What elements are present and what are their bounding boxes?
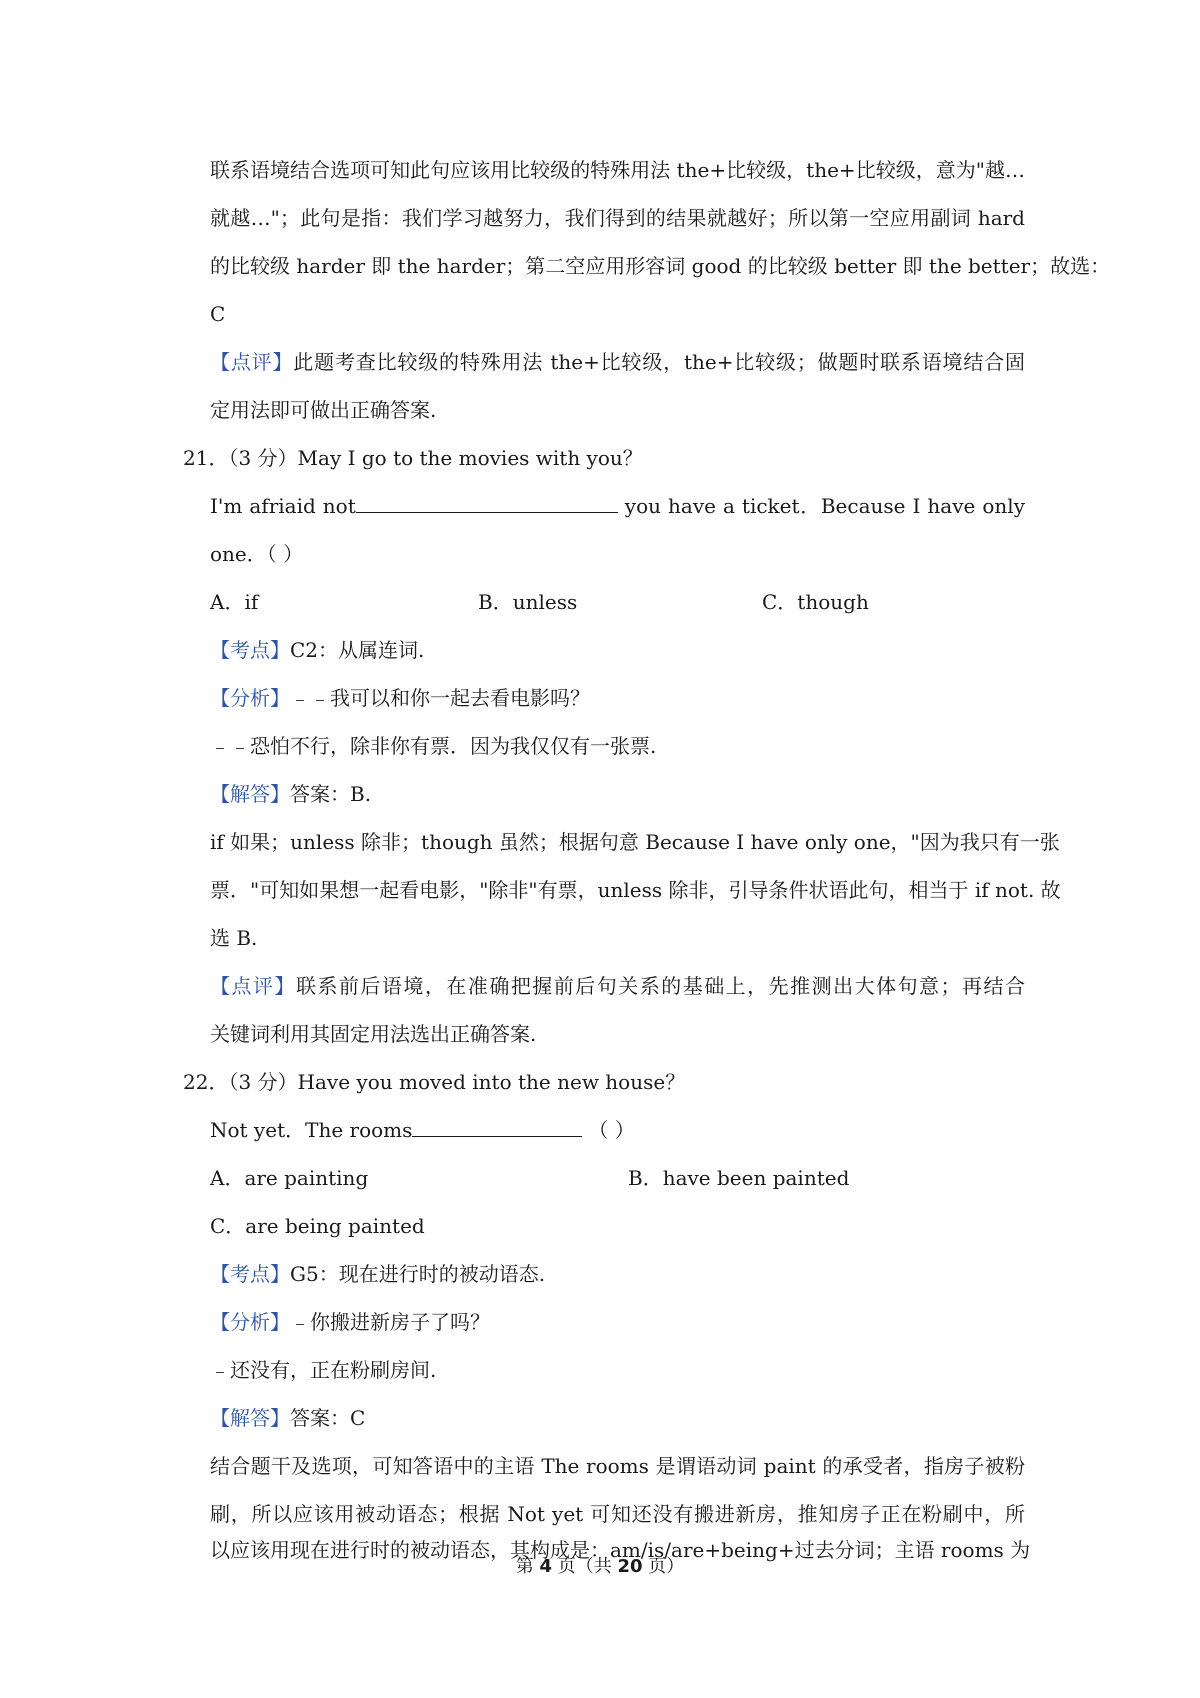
- fenxi-line-2: ﹣﹣恐怕不行，除非你有票．因为我仅仅有一张票.: [210, 734, 657, 758]
- jieda-tag: 【解答】: [210, 782, 290, 806]
- fenxi-line: [210, 683, 1025, 713]
- comment-line: [210, 347, 1025, 377]
- question-text: May I go to the movies with you？: [297, 446, 643, 470]
- question-text: Have you moved into the new house？: [297, 1070, 686, 1094]
- question-number: 21．: [183, 446, 229, 470]
- dianping-tag: 【点评】: [210, 974, 296, 998]
- kaodian-tag: 【考点】: [210, 1262, 290, 1286]
- question-score: （3 分）: [228, 1070, 298, 1094]
- kaodian-text: G5：现在进行时的被动语态.: [290, 1262, 546, 1286]
- kaodian-line: [210, 635, 1025, 665]
- option-a: A．are painting: [210, 1166, 369, 1190]
- footer-prefix: 第: [515, 1556, 540, 1577]
- jieda-tag: 【解答】: [210, 1406, 290, 1430]
- comment-line: 定用法即可做出正确答案.: [210, 398, 437, 422]
- dianping-text: 联系前后语境，在准确把握前后句关系的基础上，先推测出大体句意；再结合: [295, 974, 1026, 998]
- jieda-text: 答案：B.: [290, 782, 372, 806]
- question-21-stem-end: one．（ ）: [210, 542, 304, 566]
- fenxi-text: ﹣你搬进新房子了吗？: [290, 1310, 490, 1334]
- answer-blank: [412, 1116, 582, 1137]
- dianping-line: [210, 971, 1025, 1001]
- option-a: A．if: [210, 590, 259, 614]
- question-22-header: [183, 1067, 998, 1097]
- explain-line: 就越…"；此句是指：我们学习越努力，我们得到的结果就越好；所以第一空应用副词 hard: [210, 206, 1025, 230]
- kaodian-text: C2：从属连词.: [290, 638, 425, 662]
- fenxi-text: ﹣﹣我可以和你一起去看电影吗？: [290, 686, 590, 710]
- answer-blank: [356, 492, 618, 513]
- stem-after: （ ）: [588, 1118, 635, 1142]
- fenxi-tag: 【分析】: [210, 1310, 290, 1334]
- explain-line: 票．"可知如果想一起看电影，"除非"有票，unless 除非，引导条件状语此句，相当于 if not. 故: [210, 878, 1061, 902]
- explain-line: 联系语境结合选项可知此句应该用比较级的特殊用法 the+比较级，the+比较级，意为"越…: [210, 158, 1025, 182]
- question-21-stem: [210, 491, 1025, 521]
- kaodian-tag: 【考点】: [210, 638, 290, 662]
- option-c: C．though: [762, 590, 869, 614]
- option-b: B．unless: [478, 590, 578, 614]
- footer-suffix: 页）: [642, 1556, 685, 1577]
- kaodian-line: [210, 1259, 1025, 1289]
- fenxi-tag: 【分析】: [210, 686, 290, 710]
- fenxi-line-2: ﹣还没有，正在粉刷房间.: [210, 1358, 437, 1382]
- explain-line: if 如果；unless 除非；though 虽然；根据句意 Because I have only one，"因为我只有一张: [210, 830, 1060, 854]
- jieda-text: 答案：C: [290, 1406, 366, 1430]
- jieda-line: [210, 1403, 1025, 1433]
- option-c: C．are being painted: [210, 1214, 425, 1238]
- comment-tag: 【点评】: [210, 350, 294, 374]
- footer-middle: 页（共: [552, 1556, 618, 1577]
- stem-before: Not yet．The rooms: [210, 1118, 413, 1142]
- footer-total-pages: 20: [617, 1556, 643, 1577]
- stem-after: you have a ticket．Because I have only: [617, 494, 1025, 518]
- footer-page-number: 4: [539, 1556, 552, 1577]
- question-number: 22．: [183, 1070, 229, 1094]
- explain-line: 的比较级 harder 即 the harder；第二空应用形容词 good 的比较级 better 即 the better；故选：: [210, 254, 1111, 278]
- explain-line: 刷，所以应该用被动语态；根据 Not yet 可知还没有搬进新房，推知房子正在粉刷中，所: [210, 1502, 1025, 1526]
- jieda-line: [210, 779, 1025, 809]
- explain-line: 结合题干及选项，可知答语中的主语 The rooms 是谓语动词 paint 的承受者，指房子被粉: [210, 1454, 1025, 1478]
- dianping-line-2: 关键词利用其固定用法选出正确答案.: [210, 1022, 537, 1046]
- fenxi-line: [210, 1307, 1025, 1337]
- page-footer: [0, 1554, 1200, 1580]
- comment-text: 此题考查比较级的特殊用法 the+比较级，the+比较级；做题时联系语境结合固: [293, 350, 1025, 374]
- question-22-stem: [210, 1115, 1025, 1145]
- explain-line: 选 B.: [210, 926, 258, 950]
- question-21-header: [183, 443, 998, 473]
- explain-line: C: [210, 302, 226, 326]
- question-score: （3 分）: [228, 446, 298, 470]
- stem-before: I'm afriaid not: [210, 494, 356, 518]
- option-b: B．have been painted: [628, 1166, 850, 1190]
- explain-line: 以应该用现在进行时的被动语态，其构成是：am/is/are+being+过去分词；主语 rooms 为: [210, 1538, 1031, 1562]
